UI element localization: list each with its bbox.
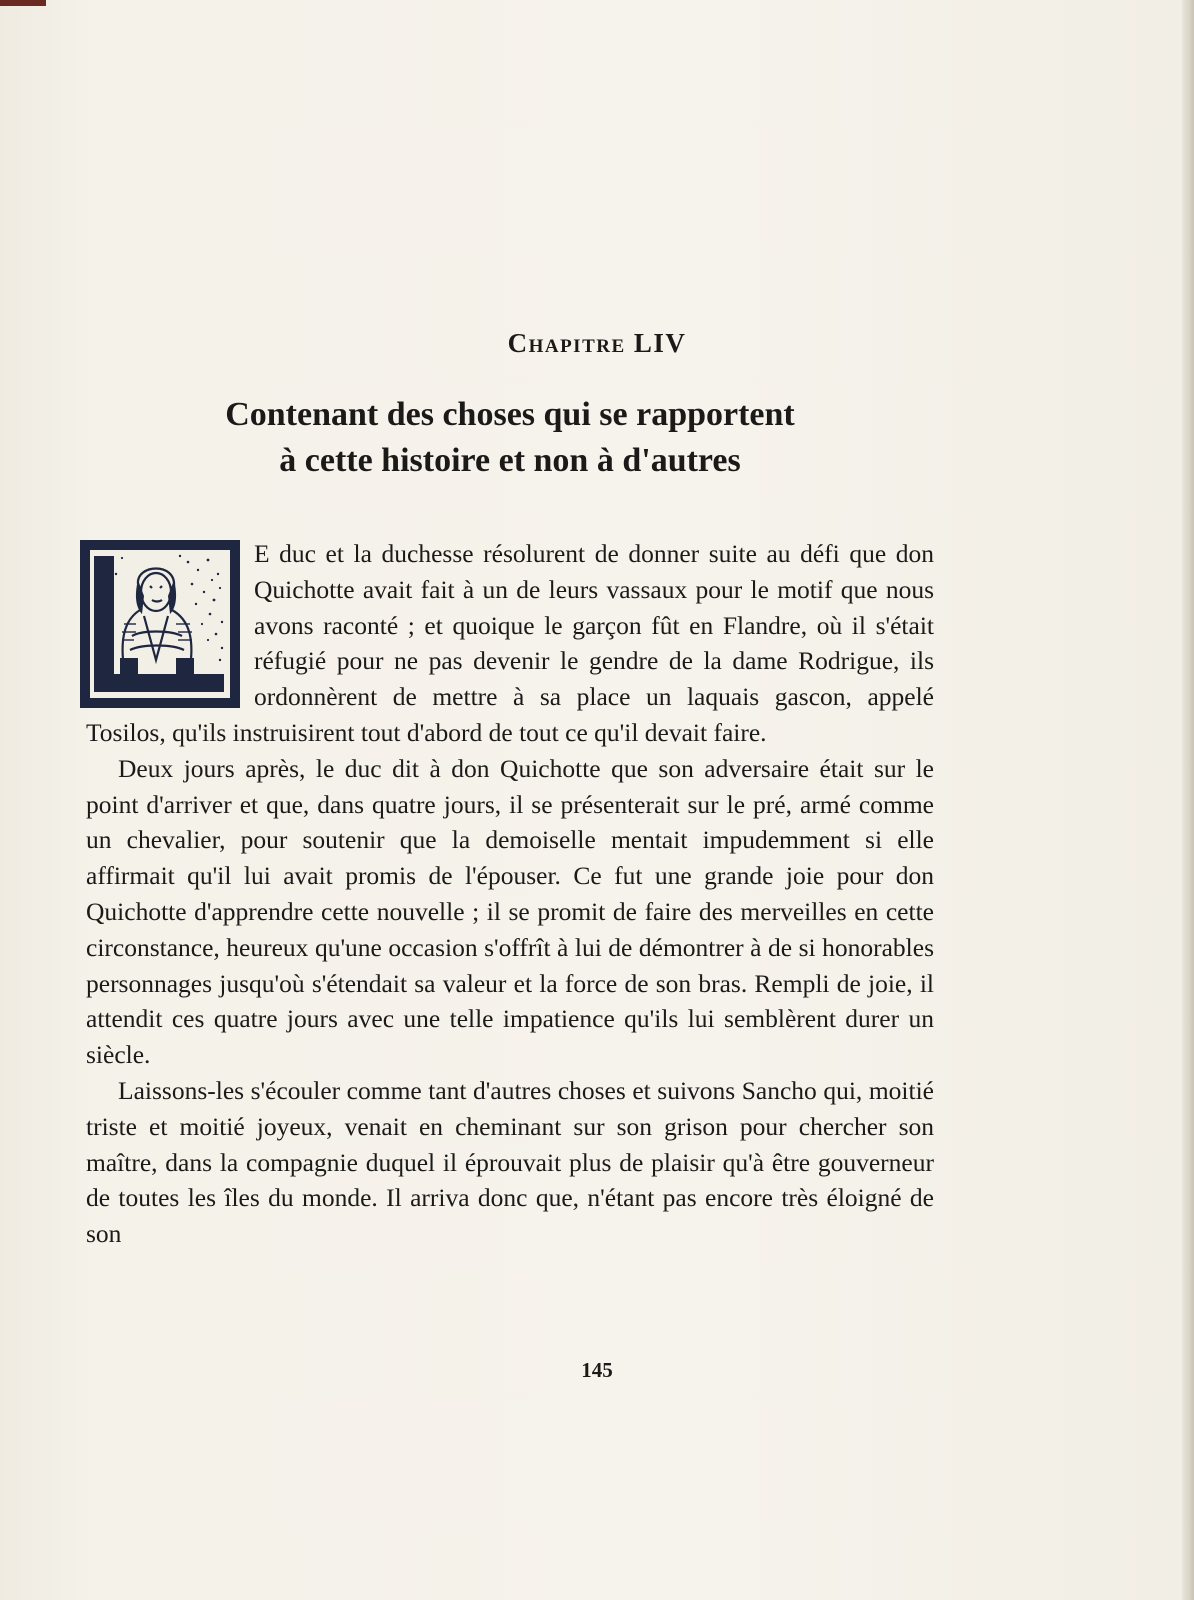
chapter-body bbox=[86, 536, 934, 1252]
chapter-title-line-1: Contenant des choses qui se rapportent bbox=[225, 396, 795, 433]
paragraph-2: Deux jours après, le duc dit à don Quichotte que son adversaire était sur le point d'arriver et que, dans quatre jours, il se présenterait sur le pré, armé comme un chevalier, pour soutenir que la demoiselle mentait impudemment si elle affirmait qu'il lui avait promis de l'épouser. Ce fut une grande joie pour don Quichotte d'apprendre cette nouvelle ; il se promit de faire des merveilles en cette circonstance, heureux qu'une occasion s'offrît à lui de démontrer à de si honorables personnages jusqu'où s'étendait sa valeur et la force de son bras. Rempli de joie, il attendit ces quatre jours avec une telle impatience qu'ils lui semblèrent durer un siècle. bbox=[86, 753, 934, 1070]
chapter-title-line-2: à cette histoire et non à d'autres bbox=[279, 442, 741, 479]
page-corner-mark bbox=[0, 0, 46, 6]
dropcap-woman-illustration-icon bbox=[80, 540, 240, 708]
paragraph-1: E duc et la duchesse résolurent de donner suite au défi que don Quichotte avait fait à un de leurs vassaux pour le motif que nous avons raconté ; et quoique le garçon fût en Flandre, où il s'était réfugié pour ne pas devenir le gendre de la dame Rodrigue, ils ordonnèrent de mettre à sa place un laquais gascon, appelé Tosilos, qu'ils instruisirent tout d'abord de tout ce qu'il devait faire. bbox=[86, 539, 934, 747]
paragraph-3: Laissons-les s'écouler comme tant d'autres choses et suivons Sancho qui, moitié triste et moitié joyeux, venait en cheminant sur son grison pour chercher son maître, dans la compagnie duquel il éprouvait plus de plaisir qu'à être gouverneur de toutes les îles du monde. Il arriva donc que, n'étant pas encore très éloigné de son bbox=[86, 1075, 934, 1249]
chapter-number: Chapitre LIV bbox=[507, 328, 687, 358]
chapter-title bbox=[160, 392, 860, 484]
illuminated-dropcap bbox=[80, 540, 240, 708]
page-number: 145 bbox=[581, 1358, 613, 1382]
